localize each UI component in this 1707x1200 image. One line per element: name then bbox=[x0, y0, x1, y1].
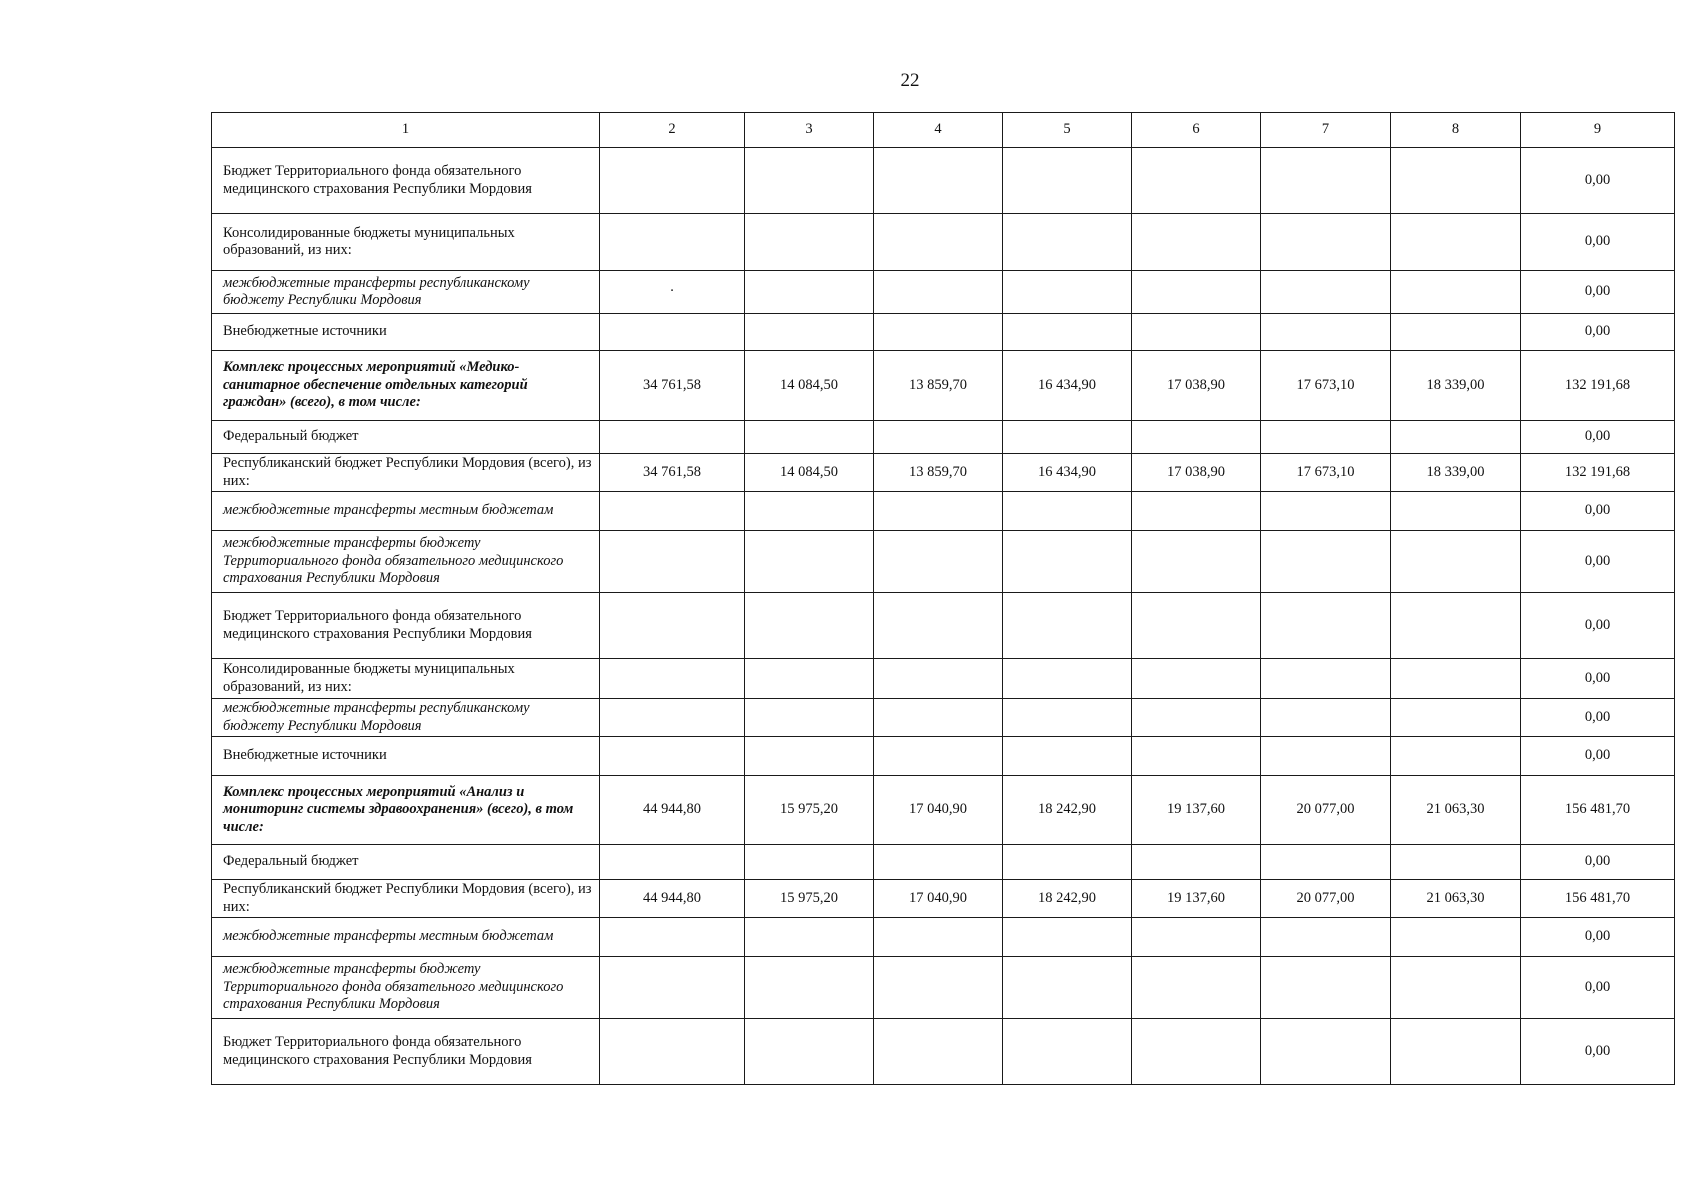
cell-value bbox=[600, 421, 745, 454]
cell-value: 17 038,90 bbox=[1132, 454, 1261, 492]
cell-value bbox=[600, 492, 745, 531]
cell-value bbox=[1003, 314, 1132, 351]
cell-value: 0,00 bbox=[1521, 531, 1675, 593]
cell-value bbox=[600, 531, 745, 593]
row-label: Комплекс процессных мероприятий «Анализ и мониторинг системы здравоохранения» (всего), в том числе: bbox=[212, 776, 600, 845]
cell-value bbox=[600, 845, 745, 880]
column-header: 2 bbox=[600, 113, 745, 148]
cell-value bbox=[1003, 1019, 1132, 1085]
cell-value: 13 859,70 bbox=[874, 351, 1003, 421]
cell-value bbox=[745, 148, 874, 214]
column-header: 4 bbox=[874, 113, 1003, 148]
cell-value: 17 673,10 bbox=[1261, 454, 1391, 492]
page-number: 22 bbox=[900, 70, 920, 91]
cell-value: 19 137,60 bbox=[1132, 776, 1261, 845]
cell-value bbox=[874, 593, 1003, 659]
cell-value bbox=[1261, 737, 1391, 776]
cell-value bbox=[1391, 421, 1521, 454]
cell-value: 17 040,90 bbox=[874, 880, 1003, 918]
cell-value: 18 339,00 bbox=[1391, 351, 1521, 421]
cell-value bbox=[1261, 531, 1391, 593]
cell-value bbox=[1261, 1019, 1391, 1085]
cell-value: 0,00 bbox=[1521, 314, 1675, 351]
cell-value bbox=[874, 737, 1003, 776]
cell-value bbox=[600, 699, 745, 737]
cell-value bbox=[1003, 593, 1132, 659]
cell-value bbox=[745, 531, 874, 593]
table-row bbox=[212, 737, 1675, 776]
cell-value bbox=[1391, 737, 1521, 776]
row-label: межбюджетные трансферты местным бюджетам bbox=[212, 918, 600, 957]
cell-value: 0,00 bbox=[1521, 214, 1675, 271]
cell-value bbox=[874, 492, 1003, 531]
cell-value bbox=[600, 957, 745, 1019]
cell-value bbox=[745, 492, 874, 531]
cell-value bbox=[600, 1019, 745, 1085]
cell-value: 0,00 bbox=[1521, 492, 1675, 531]
cell-value bbox=[1132, 314, 1261, 351]
cell-value bbox=[1391, 845, 1521, 880]
cell-value bbox=[874, 214, 1003, 271]
cell-value bbox=[1132, 659, 1261, 699]
cell-value: 0,00 bbox=[1521, 699, 1675, 737]
cell-value bbox=[745, 918, 874, 957]
cell-value bbox=[874, 148, 1003, 214]
cell-value bbox=[1003, 531, 1132, 593]
cell-value: 21 063,30 bbox=[1391, 776, 1521, 845]
row-label: Внебюджетные источники bbox=[212, 737, 600, 776]
cell-value bbox=[745, 593, 874, 659]
cell-value bbox=[1003, 737, 1132, 776]
table-row bbox=[212, 351, 1675, 421]
cell-value: 0,00 bbox=[1521, 593, 1675, 659]
cell-value bbox=[600, 314, 745, 351]
row-label: Федеральный бюджет bbox=[212, 421, 600, 454]
cell-value bbox=[600, 593, 745, 659]
row-label: межбюджетные трансферты республиканскому бюджету Республики Мордовия bbox=[212, 699, 600, 737]
cell-value bbox=[874, 531, 1003, 593]
cell-value bbox=[1391, 1019, 1521, 1085]
cell-value: 0,00 bbox=[1521, 659, 1675, 699]
cell-value bbox=[1132, 271, 1261, 314]
cell-value: 0,00 bbox=[1521, 271, 1675, 314]
cell-value bbox=[1132, 214, 1261, 271]
cell-value bbox=[1132, 737, 1261, 776]
cell-value bbox=[1132, 845, 1261, 880]
cell-value bbox=[745, 271, 874, 314]
cell-value bbox=[1003, 918, 1132, 957]
cell-value bbox=[745, 214, 874, 271]
cell-value bbox=[1132, 918, 1261, 957]
cell-value: 0,00 bbox=[1521, 957, 1675, 1019]
row-label: Консолидированные бюджеты муниципальных образований, из них: bbox=[212, 659, 600, 699]
table-row bbox=[212, 957, 1675, 1019]
cell-value bbox=[1003, 148, 1132, 214]
cell-value bbox=[1132, 593, 1261, 659]
cell-value bbox=[1003, 957, 1132, 1019]
table-row bbox=[212, 918, 1675, 957]
column-header: 7 bbox=[1261, 113, 1391, 148]
cell-value bbox=[1003, 699, 1132, 737]
table-row bbox=[212, 492, 1675, 531]
column-header: 9 bbox=[1521, 113, 1675, 148]
cell-value: 0,00 bbox=[1521, 845, 1675, 880]
cell-value: 19 137,60 bbox=[1132, 880, 1261, 918]
cell-value bbox=[1261, 957, 1391, 1019]
cell-value bbox=[874, 1019, 1003, 1085]
cell-value bbox=[1003, 421, 1132, 454]
cell-value bbox=[1003, 271, 1132, 314]
cell-value bbox=[1132, 1019, 1261, 1085]
cell-value bbox=[600, 214, 745, 271]
cell-value bbox=[1003, 214, 1132, 271]
budget-table bbox=[211, 112, 1675, 1085]
cell-value bbox=[874, 659, 1003, 699]
table-row bbox=[212, 776, 1675, 845]
cell-value: 0,00 bbox=[1521, 148, 1675, 214]
cell-value bbox=[745, 699, 874, 737]
column-header: 6 bbox=[1132, 113, 1261, 148]
table-row bbox=[212, 214, 1675, 271]
cell-value bbox=[1391, 593, 1521, 659]
cell-value bbox=[874, 699, 1003, 737]
row-label: Консолидированные бюджеты муниципальных образований, из них: bbox=[212, 214, 600, 271]
cell-value: 14 084,50 bbox=[745, 454, 874, 492]
column-header: 5 bbox=[1003, 113, 1132, 148]
cell-value bbox=[600, 659, 745, 699]
cell-value bbox=[1391, 148, 1521, 214]
cell-value: 15 975,20 bbox=[745, 776, 874, 845]
table-row bbox=[212, 1019, 1675, 1085]
table-row bbox=[212, 271, 1675, 314]
column-header: 3 bbox=[745, 113, 874, 148]
cell-value: 13 859,70 bbox=[874, 454, 1003, 492]
cell-value bbox=[1391, 214, 1521, 271]
cell-value bbox=[1003, 659, 1132, 699]
cell-value bbox=[1003, 845, 1132, 880]
cell-value bbox=[1391, 699, 1521, 737]
cell-value: 15 975,20 bbox=[745, 880, 874, 918]
cell-value bbox=[874, 957, 1003, 1019]
cell-value bbox=[874, 918, 1003, 957]
cell-value: 17 038,90 bbox=[1132, 351, 1261, 421]
cell-value bbox=[1261, 845, 1391, 880]
cell-value: 16 434,90 bbox=[1003, 351, 1132, 421]
cell-value: 0,00 bbox=[1521, 918, 1675, 957]
cell-value bbox=[1391, 531, 1521, 593]
cell-value: 0,00 bbox=[1521, 737, 1675, 776]
table-row bbox=[212, 314, 1675, 351]
cell-value bbox=[1132, 531, 1261, 593]
cell-value: 18 242,90 bbox=[1003, 880, 1132, 918]
table-row bbox=[212, 454, 1675, 492]
row-label: Республиканский бюджет Республики Мордовия (всего), из них: bbox=[212, 454, 600, 492]
row-label: Комплекс процессных мероприятий «Медико-санитарное обеспечение отдельных категорий граждан» (всего), в том числе: bbox=[212, 351, 600, 421]
row-label: Бюджет Территориального фонда обязательного медицинского страхования Республики Мордовия bbox=[212, 593, 600, 659]
cell-value bbox=[1261, 593, 1391, 659]
cell-value: 18 242,90 bbox=[1003, 776, 1132, 845]
row-label: Внебюджетные источники bbox=[212, 314, 600, 351]
cell-value bbox=[1132, 421, 1261, 454]
cell-value: 44 944,80 bbox=[600, 880, 745, 918]
cell-value bbox=[1391, 957, 1521, 1019]
cell-value bbox=[1132, 492, 1261, 531]
cell-value bbox=[874, 421, 1003, 454]
cell-value: 0,00 bbox=[1521, 421, 1675, 454]
cell-value bbox=[600, 918, 745, 957]
cell-value: 18 339,00 bbox=[1391, 454, 1521, 492]
cell-value: 156 481,70 bbox=[1521, 880, 1675, 918]
cell-value bbox=[1391, 314, 1521, 351]
cell-value bbox=[1391, 659, 1521, 699]
cell-value: 16 434,90 bbox=[1003, 454, 1132, 492]
cell-value bbox=[745, 957, 874, 1019]
row-label: Бюджет Территориального фонда обязательного медицинского страхования Республики Мордовия bbox=[212, 1019, 600, 1085]
cell-value bbox=[745, 1019, 874, 1085]
table-row bbox=[212, 699, 1675, 737]
cell-value bbox=[1391, 918, 1521, 957]
cell-value: 17 040,90 bbox=[874, 776, 1003, 845]
row-label: Бюджет Территориального фонда обязательного медицинского страхования Республики Мордовия bbox=[212, 148, 600, 214]
cell-value: 20 077,00 bbox=[1261, 776, 1391, 845]
cell-value: 21 063,30 bbox=[1391, 880, 1521, 918]
cell-value: 156 481,70 bbox=[1521, 776, 1675, 845]
cell-value bbox=[1003, 492, 1132, 531]
row-label: межбюджетные трансферты бюджету Территориального фонда обязательного медицинского страхования Республики Мордовия bbox=[212, 957, 600, 1019]
cell-value bbox=[1261, 918, 1391, 957]
table-row bbox=[212, 148, 1675, 214]
cell-value bbox=[1261, 421, 1391, 454]
row-label: межбюджетные трансферты бюджету Территориального фонда обязательного медицинского страхования Республики Мордовия bbox=[212, 531, 600, 593]
table-row bbox=[212, 421, 1675, 454]
cell-value: 34 761,58 bbox=[600, 454, 745, 492]
cell-value bbox=[600, 737, 745, 776]
cell-value bbox=[1391, 492, 1521, 531]
cell-value bbox=[1261, 659, 1391, 699]
cell-value bbox=[1261, 148, 1391, 214]
table-row bbox=[212, 880, 1675, 918]
column-header: 1 bbox=[212, 113, 600, 148]
row-label: межбюджетные трансферты республиканскому бюджету Республики Мордовия bbox=[212, 271, 600, 314]
cell-value bbox=[745, 421, 874, 454]
table-row bbox=[212, 845, 1675, 880]
cell-value bbox=[1261, 214, 1391, 271]
row-label: Федеральный бюджет bbox=[212, 845, 600, 880]
cell-value bbox=[745, 845, 874, 880]
cell-value bbox=[1132, 148, 1261, 214]
cell-value: 44 944,80 bbox=[600, 776, 745, 845]
cell-value: 20 077,00 bbox=[1261, 880, 1391, 918]
cell-value bbox=[874, 845, 1003, 880]
cell-value bbox=[1261, 314, 1391, 351]
cell-value bbox=[874, 314, 1003, 351]
cell-value bbox=[1132, 699, 1261, 737]
cell-value bbox=[874, 271, 1003, 314]
cell-value bbox=[1261, 492, 1391, 531]
cell-value bbox=[1261, 699, 1391, 737]
row-label: Республиканский бюджет Республики Мордовия (всего), из них: bbox=[212, 880, 600, 918]
cell-value: 17 673,10 bbox=[1261, 351, 1391, 421]
table-row bbox=[212, 531, 1675, 593]
cell-value: 0,00 bbox=[1521, 1019, 1675, 1085]
table-row bbox=[212, 659, 1675, 699]
table-header-row bbox=[212, 113, 1675, 148]
column-header: 8 bbox=[1391, 113, 1521, 148]
cell-value: 34 761,58 bbox=[600, 351, 745, 421]
cell-value: 132 191,68 bbox=[1521, 454, 1675, 492]
cell-value bbox=[600, 148, 745, 214]
cell-value bbox=[1261, 271, 1391, 314]
table-row bbox=[212, 593, 1675, 659]
cell-value: 132 191,68 bbox=[1521, 351, 1675, 421]
cell-value bbox=[1391, 271, 1521, 314]
cell-value: · bbox=[600, 271, 745, 314]
cell-value bbox=[745, 659, 874, 699]
cell-value bbox=[745, 737, 874, 776]
cell-value bbox=[1132, 957, 1261, 1019]
cell-value: 14 084,50 bbox=[745, 351, 874, 421]
row-label: межбюджетные трансферты местным бюджетам bbox=[212, 492, 600, 531]
cell-value bbox=[745, 314, 874, 351]
